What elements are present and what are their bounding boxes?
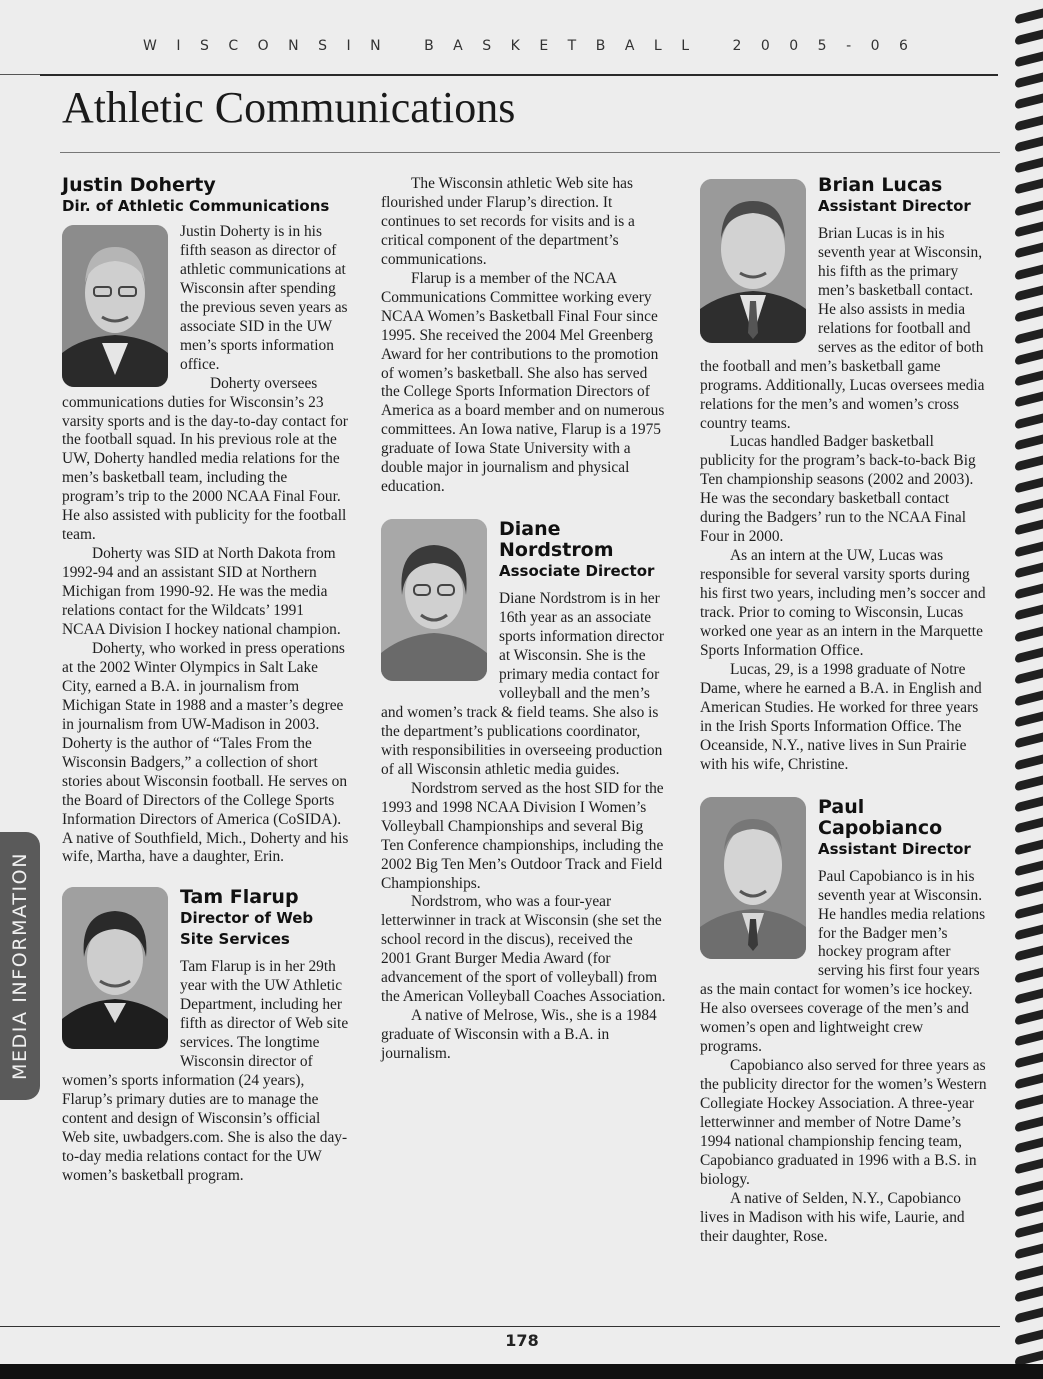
binding-coil xyxy=(1015,946,1043,962)
binding-coil xyxy=(1015,584,1043,600)
column-1 xyxy=(62,175,350,1186)
binding-coil xyxy=(1015,1308,1043,1324)
binding-coil xyxy=(1015,1052,1043,1068)
bio-paragraph: Capobianco also served for three years as the publicity director for the women’s Western Collegiate Hockey Association. A three-year letterwinner and member of Notre Dame’s 1994 national championship fencing team, Capobianco graduated in 1996 with a B.S. in biology. xyxy=(700,1057,987,1188)
portrait-nordstrom-image xyxy=(381,519,487,681)
bio-paragraph: Flarup is a member of the NCAA Communications Committee working every NCAA Women’s Basketball Final Four since 1995. She received the 2004 Mel Greenberg Award for her contributions to the promotion of women’s basketball. She also has served the College Sports Information Directors of America as a board member and on numerous committees. An Iowa native, Flarup is a 1975 graduate of Iowa State University with a double major in journalism and physical education. xyxy=(381,269,665,496)
binding-coil xyxy=(1015,1180,1043,1196)
binding-coil xyxy=(1015,456,1043,472)
binding-coil xyxy=(1015,967,1043,983)
page-number: 178 xyxy=(505,1331,539,1350)
binding-coil xyxy=(1015,1116,1043,1132)
bio-paragraph: Doherty was SID at North Dakota from 1992-94 and an assistant SID at Northern Michigan from 1990-92. He was the media relations contact for the Wildcats’ 1991 NCAA Division I hockey national champion. xyxy=(62,545,341,639)
bio-paragraph: Nordstrom, who was a four-year letterwinner in track at Wisconsin (she set the school record in the discus), received the 2001 Grant Burger Media Award (for advancement of the sport of volleyball) from the American Volleyball Coaches Association. xyxy=(381,893,666,1006)
binding-coil xyxy=(1015,72,1043,88)
binding-coil xyxy=(1015,200,1043,216)
binding-coil xyxy=(1015,1074,1043,1090)
binding-coil xyxy=(1015,690,1043,706)
header-rule-left xyxy=(0,74,40,75)
binding-coil xyxy=(1015,1031,1043,1047)
binding-coil xyxy=(1015,520,1043,536)
bio-paragraph: Doherty, who worked in press operations at the 2002 Winter Olympics in Salt Lake City, earned a B.A. in journalism from Michigan State in 1988 and a master’s degree in journalism from UW-Madison in 2003. Doherty is the author of “Tales From the Wisconsin Badgers,” a collection of short stories about Wisconsin football. He serves on the Board of Directors of the College Sports Information Directors of America (CoSIDA). A native of Southfield, Mich., Doherty and his wife, Martha, have a daughter, Erin. xyxy=(62,639,349,866)
bio-paragraph: Doherty oversees communications duties for Wisconsin’s 23 varsity sports and is the day-to-day contact for the football squad. In his previous role at the UW, Doherty handled media relations for the men’s basketball team, including the program’s trip to the 2000 NCAA Final Four. He also assisted with publicity for the football team. xyxy=(62,374,348,544)
binding-coil xyxy=(1015,903,1043,919)
staff-role-doherty: Dir. of Athletic Communications xyxy=(62,197,330,215)
binding-coil xyxy=(1015,1010,1043,1026)
staff-name-doherty: Justin Doherty xyxy=(62,174,216,196)
binding-coil xyxy=(1015,839,1043,855)
staff-role-lucas: Assistant Director xyxy=(818,197,971,215)
staff-name-capobianco: Paul Capobianco xyxy=(818,795,943,839)
binding-coil xyxy=(1015,882,1043,898)
bio-paragraph: Lucas, 29, is a 1998 graduate of Notre Dame, where he earned a B.A. in English and American Studies. He worked for three years in the Irish Sports Information Office. The Oceanside, N.Y., native lives in Sun Prairie with his wife, Christine. xyxy=(700,660,982,773)
binding-coil xyxy=(1015,30,1043,46)
binding-coil xyxy=(1015,158,1043,174)
staff-role-flarup: Director of Web Site Services xyxy=(180,909,314,949)
binding-coil xyxy=(1015,605,1043,621)
page-title: Athletic Communications xyxy=(62,83,516,132)
binding-coil xyxy=(1015,9,1043,25)
binding-coil xyxy=(1015,541,1043,557)
binding-coil xyxy=(1015,413,1043,429)
binding-coil xyxy=(1015,775,1043,791)
binding-coil xyxy=(1015,669,1043,685)
bio-paragraph: Lucas handled Badger basketball publicity for the program’s back-to-back Big Ten championship seasons (2002 and 2003). He was the secondary basketball contact during the Badgers’ run to the NCAA Final Four in 2000. xyxy=(700,433,976,546)
portrait-lucas xyxy=(700,179,806,343)
portrait-flarup-image xyxy=(62,887,168,1049)
binding-coil xyxy=(1015,115,1043,131)
binding-coil xyxy=(1015,797,1043,813)
binding-coil xyxy=(1015,51,1043,67)
side-tab xyxy=(0,832,40,1100)
bio-paragraph: A native of Selden, N.Y., Capobianco lives in Madison with his wife, Laurie, and their daughter, Rose. xyxy=(700,1189,965,1245)
portrait-lucas-image xyxy=(700,179,806,343)
binding-coil xyxy=(1015,988,1043,1004)
binding-coil xyxy=(1015,498,1043,514)
binding-coil xyxy=(1015,243,1043,259)
binding-coil xyxy=(1015,328,1043,344)
staff-name-flarup: Tam Flarup xyxy=(180,886,299,909)
binding-coil xyxy=(1015,818,1043,834)
binding-coil xyxy=(1015,1244,1043,1260)
portrait-doherty-image xyxy=(62,225,168,387)
title-rule xyxy=(60,152,1000,153)
binding-coil xyxy=(1015,754,1043,770)
binding-coil xyxy=(1015,1137,1043,1153)
binding-coil xyxy=(1015,648,1043,664)
binding-coil xyxy=(1015,1265,1043,1281)
staff-role-nordstrom: Associate Director xyxy=(499,562,655,581)
bio-paragraph: Tam Flarup is in her 29th year with the UW Athletic Department, including her fifth as director of Web site services. The longtime Wisconsin director of women’s sports information (24 years), Flarup’s primary duties are to manage the content and design of Wisconsin’s official Web site, uwbadgers.com. She is also the day-to-day media relations contact for the UW women’s basketball program. xyxy=(62,958,349,1184)
column-3 xyxy=(700,175,988,1247)
bio-paragraph: Brian Lucas is in his seventh year at Wisconsin, his fifth as the primary men’s basketball contact. He also assists in media relations for football and serves as the editor of both the football and men’s basketball game programs. Additionally, Lucas oversees media relations for the men’s and women’s cross country teams. xyxy=(700,225,985,432)
binding-coil xyxy=(1015,94,1043,110)
binding-coil xyxy=(1015,349,1043,365)
binding-coil xyxy=(1015,285,1043,301)
side-tab-label: MEDIA INFORMATION xyxy=(9,851,31,1081)
portrait-flarup xyxy=(62,887,168,1049)
binding-coil xyxy=(1015,222,1043,238)
bio-paragraph: Paul Capobianco is in his seventh year at Wisconsin. He handles media relations for the Badger men’s hockey program after serving his first four years as the main contact for women’s ice hockey. He also oversees coverage of the men’s and women’s open and lightweight crew programs. xyxy=(700,867,986,1056)
binding-coil xyxy=(1015,1329,1043,1345)
binding-coil xyxy=(1015,1201,1043,1217)
binding-coil xyxy=(1015,1159,1043,1175)
bio-paragraph: As an intern at the UW, Lucas was responsible for several varsity sports during his first two years, including men’s soccer and track. Prior to coming to Wisconsin, Lucas worked one year as an intern in the Marquette Sports Information Office. xyxy=(700,547,986,659)
binding-coil xyxy=(1015,1095,1043,1111)
column-2 xyxy=(381,175,667,1064)
binding-coil xyxy=(1015,477,1043,493)
spiral-binding xyxy=(1003,0,1043,1379)
staff-name-lucas: Brian Lucas xyxy=(818,174,943,196)
binding-coil xyxy=(1015,924,1043,940)
binding-coil xyxy=(1015,733,1043,749)
binding-coil xyxy=(1015,626,1043,642)
bio-paragraph: Diane Nordstrom is in her 16th year as an associate sports information director at Wisconsin. She is the primary media contact for volleyball and the men’s and women’s track & field teams. She also is the department’s publications coordinator, with responsibilities in overseeing production of all Wisconsin athletic media guides. xyxy=(381,590,664,778)
binding-coil xyxy=(1015,861,1043,877)
binding-coil xyxy=(1015,264,1043,280)
footer-rule xyxy=(0,1326,1000,1327)
binding-coil xyxy=(1015,1287,1043,1303)
running-head: WISCONSIN BASKETBALL 2005-06 xyxy=(143,38,928,54)
bio-paragraph: Nordstrom served as the host SID for the 1993 and 1998 NCAA Division I Women’s Volleyball Championships and several Big Ten Conference championships, including the 2002 Big Ten Men’s Outdoor Track and Field Championships. xyxy=(381,779,664,892)
bio-paragraph: A native of Melrose, Wis., she is a 1984 graduate of Wisconsin with a B.A. in journalism. xyxy=(381,1007,657,1063)
binding-coil xyxy=(1015,711,1043,727)
binding-coil xyxy=(1015,371,1043,387)
scan-bottom-edge xyxy=(0,1364,1043,1379)
portrait-nordstrom xyxy=(381,519,487,681)
binding-coil xyxy=(1015,136,1043,152)
portrait-capobianco-image xyxy=(700,797,806,959)
bio-paragraph: Justin Doherty is in his fifth season as director of athletic communications at Wisconsin after spending the previous seven years as associate SID in the UW men’s sports information office. xyxy=(180,223,348,373)
binding-coil xyxy=(1015,435,1043,451)
staff-role-capobianco: Assistant Director xyxy=(818,839,971,858)
staff-name-nordstrom: Diane Nordstrom xyxy=(499,518,614,562)
binding-coil xyxy=(1015,562,1043,578)
portrait-doherty xyxy=(62,225,168,387)
bio-paragraph: The Wisconsin athletic Web site has flourished under Flarup’s direction. It continues to set records for visits and is a critical component of the department’s communications. xyxy=(381,175,635,268)
header-rule xyxy=(40,74,998,76)
binding-coil xyxy=(1015,307,1043,323)
portrait-capobianco xyxy=(700,797,806,959)
binding-coil xyxy=(1015,179,1043,195)
binding-coil xyxy=(1015,392,1043,408)
binding-coil xyxy=(1015,1223,1043,1239)
